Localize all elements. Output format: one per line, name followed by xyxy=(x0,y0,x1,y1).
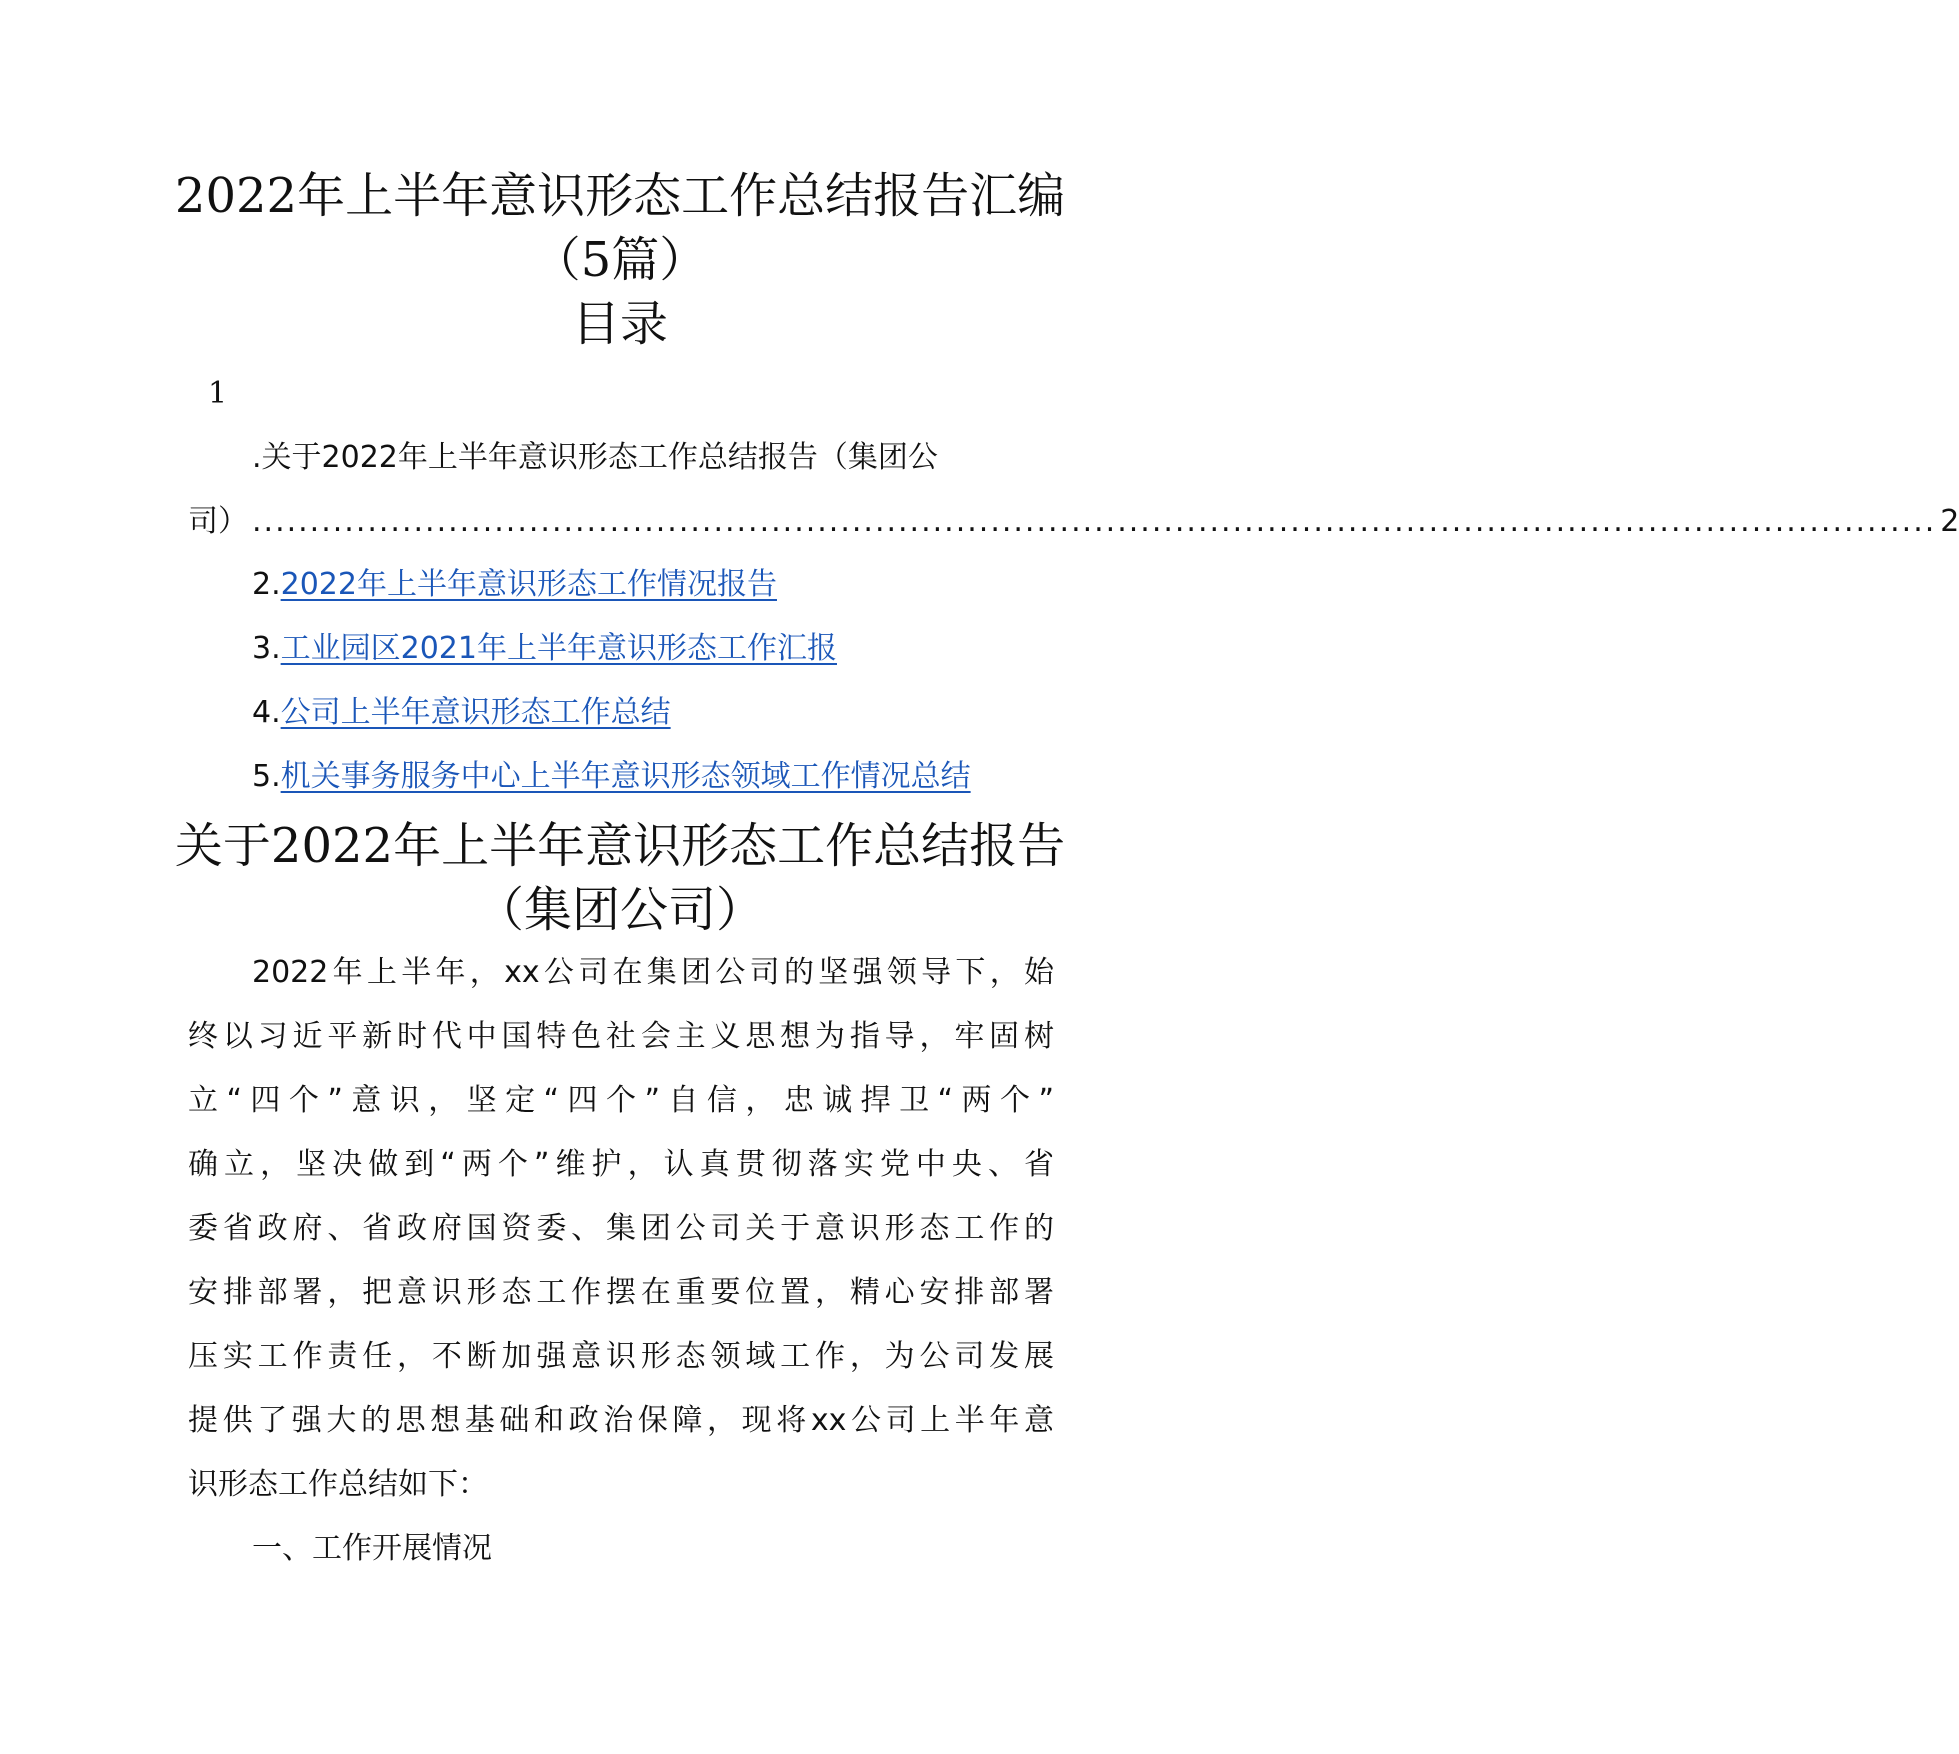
toc-link[interactable]: 2022年上半年意识形态工作情况报告 xyxy=(280,567,777,602)
toc-item-number: 4. xyxy=(252,695,281,730)
section-title-line-2: （集团公司） xyxy=(475,882,764,938)
paragraph-line: 立“四个”意识，坚定“四个”自信，忠诚捍卫“两个” xyxy=(188,1083,1054,1118)
toc-item-4[interactable] xyxy=(252,691,671,735)
toc-item-1-line-2[interactable] xyxy=(188,500,1959,544)
toc-item-3[interactable] xyxy=(252,627,837,671)
toc-item-number: 3. xyxy=(252,631,281,666)
paragraph-line: 压实工作责任，不断加强意识形态领域工作，为公司发展 xyxy=(188,1339,1054,1374)
toc-item-number: 5. xyxy=(252,759,281,794)
toc-item-1-page: 2 xyxy=(1940,504,1959,539)
toc-item-1-line-1[interactable]: .关于2022年上半年意识形态工作总结报告（集团公 xyxy=(252,440,938,475)
document-title-line-1: 2022年上半年意识形态工作总结报告汇编 xyxy=(174,168,1066,224)
toc-item-number: 2. xyxy=(252,567,281,602)
toc-item-1-tail: 司） xyxy=(188,504,248,539)
toc-item-5[interactable] xyxy=(252,755,971,799)
toc-link[interactable]: 工业园区2021年上半年意识形态工作汇报 xyxy=(280,631,837,666)
paragraph-line: 终以习近平新时代中国特色社会主义思想为指导，牢固树 xyxy=(188,1019,1054,1054)
document-title-line-2: （5篇） xyxy=(532,232,708,288)
paragraph-line: 安排部署，把意识形态工作摆在重要位置，精心安排部署 xyxy=(188,1275,1054,1310)
paragraph-line: 确立，坚决做到“两个”维护，认真贯彻落实党中央、省 xyxy=(188,1147,1054,1182)
paragraph-line: 2022年上半年，xx公司在集团公司的坚强领导下，始 xyxy=(252,955,1054,990)
toc-leader-dots: .................................................................................................................................................. xyxy=(252,504,1937,539)
section-title-line-1: 关于2022年上半年意识形态工作总结报告 xyxy=(174,818,1066,874)
toc-stray-number: 1 xyxy=(208,376,228,411)
toc-link[interactable]: 机关事务服务中心上半年意识形态领域工作情况总结 xyxy=(280,759,971,794)
toc-item-2[interactable] xyxy=(252,563,777,607)
paragraph-line: 委省政府、省政府国资委、集团公司关于意识形态工作的 xyxy=(188,1211,1054,1246)
section-subheading: 一、工作开展情况 xyxy=(252,1531,492,1566)
paragraph-line: 识形态工作总结如下： xyxy=(188,1467,488,1502)
toc-link[interactable]: 公司上半年意识形态工作总结 xyxy=(280,695,671,730)
toc-heading: 目录 xyxy=(571,296,668,352)
paragraph-line: 提供了强大的思想基础和政治保障，现将xx公司上半年意 xyxy=(188,1403,1054,1438)
